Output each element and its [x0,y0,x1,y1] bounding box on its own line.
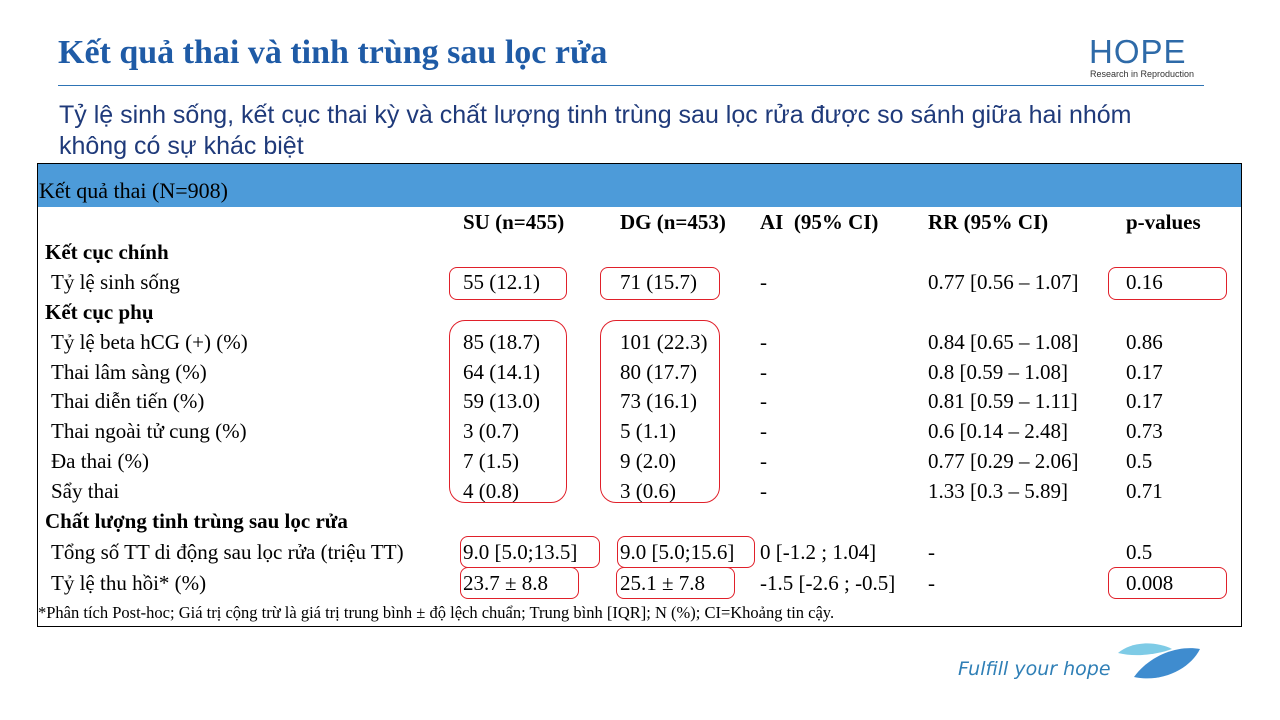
row-label: Tỷ lệ beta hCG (+) (%) [51,330,248,354]
col-header-ai: AI (95% CI) [760,210,879,234]
table-footnote: *Phân tích Post-hoc; Giá trị cộng trừ là giá trị trung bình ± độ lệch chuẩn; Trung bình [IQR]; N (%); CI=Khoảng tin cậy. [38,603,835,622]
row-p: 0.73 [1126,419,1163,443]
highlight-box [600,320,720,503]
row-su: 64 (14.1) [463,360,540,384]
row-rr: 0.6 [0.14 – 2.48] [928,419,1068,443]
row-dg: 101 (22.3) [620,330,708,354]
hope-logo [1089,34,1205,84]
highlight-box [616,567,735,599]
row-dg: 25.1 ± 7.8 [620,571,706,595]
col-header-rr: RR (95% CI) [928,210,1049,234]
row-su: 55 (12.1) [463,270,540,294]
row-label: Thai ngoài tử cung (%) [51,419,247,443]
row-dg: 9.0 [5.0;15.6] [620,540,735,564]
row-label: Tỷ lệ sinh sống [51,270,180,294]
row-rr: 1.33 [0.3 – 5.89] [928,479,1068,503]
row-ai: - [760,449,767,473]
row-su: 59 (13.0) [463,389,540,413]
row-rr: 0.77 [0.56 – 1.07] [928,270,1079,294]
section-title: Kết cục phụ [45,300,154,324]
section-title: Chất lượng tinh trùng sau lọc rửa [45,509,348,533]
row-dg: 71 (15.7) [620,270,697,294]
section-title: Kết cục chính [45,240,169,264]
col-header-su: SU (n=455) [463,210,565,234]
slide-subtitle: Tỷ lệ sinh sống, kết cục thai kỳ và chất lượng tinh trùng sau lọc rửa được so sánh giữa hai nhóm không có sự khác biệt [59,101,1132,160]
logo-word: HOPE [1089,33,1187,70]
row-dg: 80 (17.7) [620,360,697,384]
row-rr: - [928,540,935,564]
logo-tagline: Research in Reproduction [1090,69,1195,79]
row-rr: 0.84 [0.65 – 1.08] [928,330,1079,354]
row-ai: - [760,360,767,384]
highlight-box [1108,567,1227,599]
highlight-box [460,567,579,599]
highlight-box [449,320,567,503]
row-p: 0.17 [1126,360,1163,384]
row-p: 0.17 [1126,389,1163,413]
highlight-box [1108,267,1227,300]
row-p: 0.71 [1126,479,1163,503]
highlight-box [460,536,600,568]
row-ai: -1.5 [-2.6 ; -0.5] [760,571,896,595]
row-p: 0.5 [1126,449,1153,473]
row-su: 23.7 ± 8.8 [463,571,549,595]
row-su: 85 (18.7) [463,330,540,354]
highlight-box [617,536,755,568]
row-su: 4 (0.8) [463,479,519,503]
row-su: 7 (1.5) [463,449,519,473]
slide-title: Kết quả thai và tinh trùng sau lọc rửa [58,34,608,71]
col-header-dg: DG (n=453) [620,210,726,234]
row-label: Tỷ lệ thu hồi* (%) [51,571,207,595]
row-ai: - [760,270,767,294]
row-dg: 73 (16.1) [620,389,697,413]
row-rr: - [928,571,935,595]
row-label: Thai lâm sàng (%) [51,360,207,384]
row-p: 0.5 [1126,540,1153,564]
highlight-box [449,267,567,300]
leaf-logo-icon [1112,637,1204,683]
row-ai: - [760,479,767,503]
highlight-box [600,267,720,300]
col-header-p: p-values [1126,210,1201,234]
row-dg: 5 (1.1) [620,419,676,443]
row-ai: - [760,389,767,413]
row-label: Tổng số TT di động sau lọc rửa (triệu TT) [51,540,404,564]
row-label: Thai diễn tiến (%) [51,389,205,413]
row-dg: 3 (0.6) [620,479,676,503]
row-rr: 0.81 [0.59 – 1.11] [928,389,1078,413]
row-p: 0.86 [1126,330,1163,354]
row-dg: 9 (2.0) [620,449,676,473]
row-ai: - [760,419,767,443]
table-header: Kết quả thai (N=908) [39,178,228,203]
row-su: 3 (0.7) [463,419,519,443]
title-divider [58,85,1204,86]
footer-slogan: Fulfill your hope [958,658,1111,680]
row-su: 9.0 [5.0;13.5] [463,540,578,564]
row-ai: - [760,330,767,354]
row-label: Sẩy thai [51,479,120,503]
row-p: 0.16 [1126,270,1163,294]
row-label: Đa thai (%) [51,449,149,473]
row-ai: 0 [-1.2 ; 1.04] [760,540,877,564]
row-rr: 0.8 [0.59 – 1.08] [928,360,1068,384]
row-rr: 0.77 [0.29 – 2.06] [928,449,1079,473]
row-p: 0.008 [1126,571,1174,595]
